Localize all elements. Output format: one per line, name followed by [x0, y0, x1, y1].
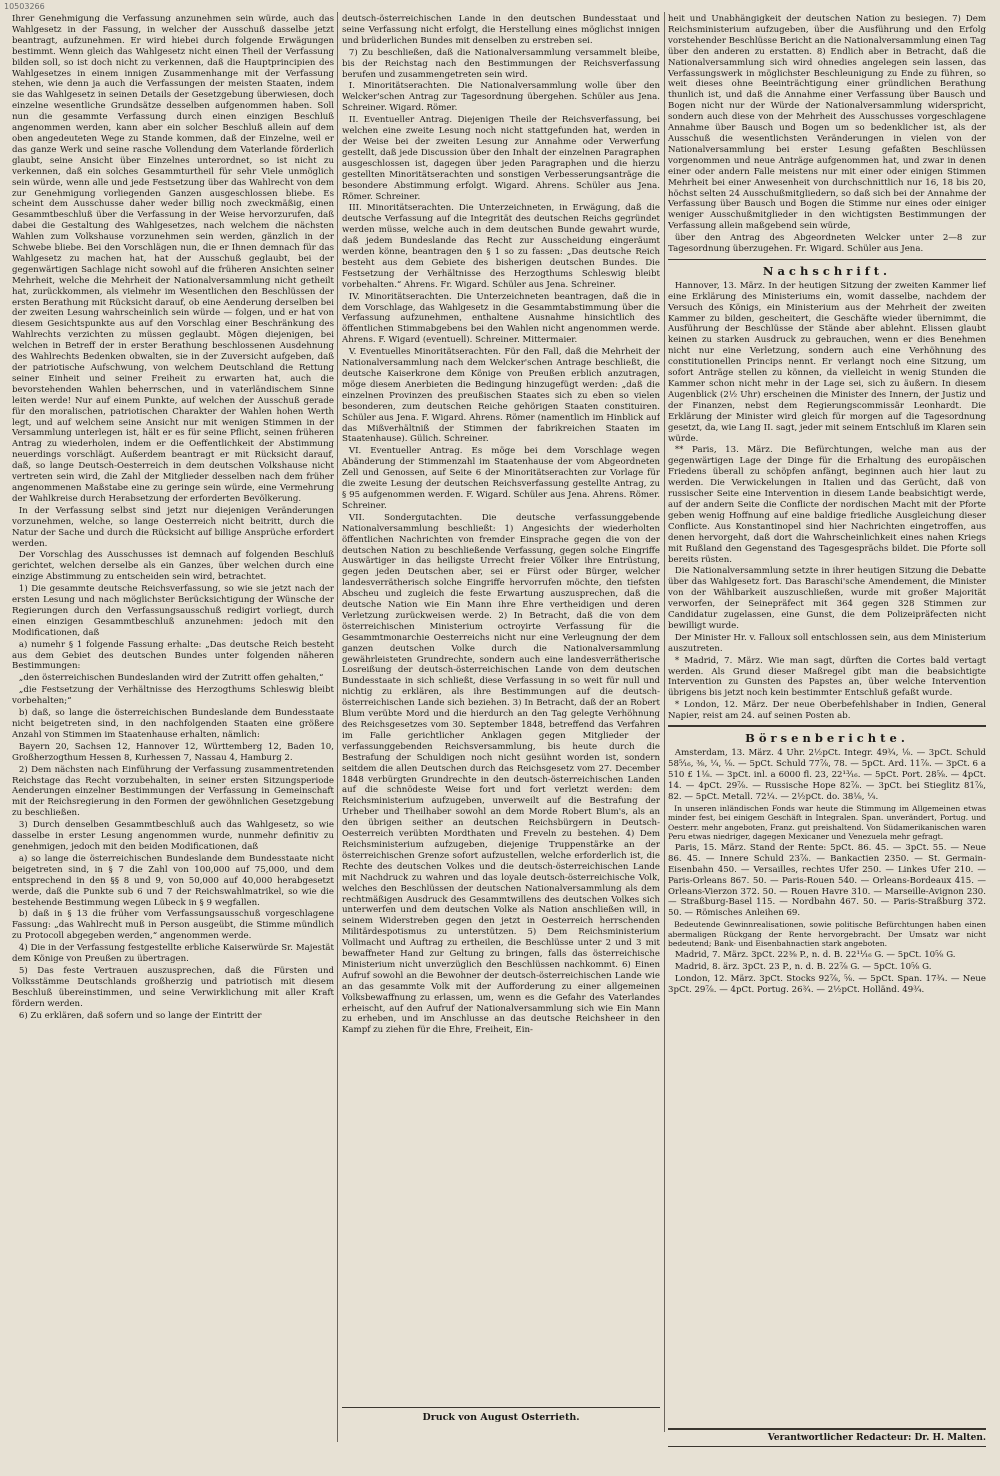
boerse-body: [668, 748, 986, 996]
paragraph: 6) Zu erklären, daß sofern und so lange der Eintritt der: [18, 1010, 262, 1021]
printer-imprint: Druck von August Osterrieth.: [342, 1407, 660, 1423]
serial-number: 10503266: [4, 2, 45, 11]
paragraph: „die Festsetzung der Verhältnisse des Herzogthums Schleswig bleibt vorbehalten;“: [12, 685, 334, 707]
paragraph: heit und Unabhängigkeit der deutschen Nation zu besiegen. 7) Dem Reichsministerium aufzugeben, über die Ausführung und den Erfolg vorstehender Beschlüsse Bericht an die Nationalversammlung einen Tag über den anderen zu erstatten. 8) Endlich aber in Betracht, daß die Nationalversammlung sich wird ohnedies angelegen sein lassen, das Verfassungswerk in möglichster Beschleunigung zu Ende zu führen, so weit dieses ohne Beeinträchtigung einer gründlichen Berathung thunlich ist, und daß die Annahme einer Verfassung über Bausch und Bogen nicht nur der Würde der Nationalversammlung widerspricht, sondern auch diese von der Mehrheit des Ausschusses vorgeschlagene Annahme über Bausch und Bogen um so bedenklicher ist, als der Ausschuß die wesentlichsten Veränderungen in vielen von der Nationalversammlung bei erster Lesung gefaßten Beschlüssen vorgenommen und neue Anträge aufgenommen hat, und zwar in denen einer oder andern Falle meistens nur mit einer oder einigen Stimmen Mehrheit bei einer Anwesenheit von durchschnittlich nur 16, 18 bis 20, höchst selten 24 Ausschußmitgliedern, so daß sich bei der Annahme der Verfassung über Bausch und Bogen die Stimme nur eines oder einiger weniger Ausschußmitglieder in den wichtigsten Bestimmungen der Verfassung allein maßgebend sein würde,: [668, 14, 986, 232]
paragraph: London, 12. März. 3pCt. Stocks 92⅞, ⅝. — 5pCt. Span. 17¾. — Neue 3pCt. 29⅞. — 4pCt. Portug. 26¾. — 2½pCt. Holländ. 49¾.: [668, 973, 986, 995]
paragraph: Bedeutende Gewinnrealisationen, sowie politische Befürchtungen haben einen abermaligen Rückgang der Rente hervorgebracht. Der Umsatz war nicht bedeutend; Bank- und Eisenbahnactien stark angeboten.: [668, 920, 986, 949]
column-right-continuation: [668, 14, 986, 255]
paragraph: über den Antrag des Abgeordneten Welcker unter 2—8 zur Tagesordnung überzugehen. Fr. Wigard. Schüler aus Jena.: [668, 233, 986, 255]
paragraph: I. Minoritätserachten. Die Nationalversammlung wolle über den Welcker'schen Antrag zur Tagesordnung übergehen. Schüler aus Jena. Schreiner. Wigard. Römer.: [342, 81, 660, 114]
paragraph: * Madrid, 7. März. Wie man sagt, dürften die Cortes bald vertagt werden. Als Grund dieser Maßregel gibt man die beabsichtigte Intervention zu Gunsten des Papstes an, über welche Intervention übrigens bis jetzt noch kein bestimmter Entschluß gefaßt wurde.: [668, 655, 986, 699]
paragraph: a) numehr § 1 folgende Fassung erhalte: „Das deutsche Reich besteht aus dem Gebiet des deutschen Bundes unter folgenden näheren Bestimmungen:: [12, 639, 334, 672]
boerse-heading: Börsenberichte.: [745, 731, 909, 746]
paragraph: 1) Die gesammte deutsche Reichsverfassung, so wie sie jetzt nach der ersten Lesung und nach möglichster Berücksichtigung der Wünsche der Regierungen durch den Verfassungsausschuß redigirt vorliegt, durch einen einzigen Gesammtbeschluß anzunehmen: jedoch mit den Modificationen, daß: [12, 584, 334, 638]
paragraph: II. Eventueller Antrag. Diejenigen Theile der Reichsverfassung, bei welchen eine zweite Lesung noch nicht stattgefunden hat, werden in der Weise bei der zweiten Lesung zur Annahme oder Verwerfung gestellt, daß jede Discussion über den Inhalt der einzelnen Paragraphen ausgeschlossen ist, dagegen über jeden Paragraphen und die hierzu gestellten Minoritätserachten und sonstigen Verbesserungsanträge die besondere Abstimmung erfolgt. Wigard. Ahrens. Schüler aus Jena. Römer. Schreiner.: [342, 115, 660, 202]
column-middle: [342, 14, 660, 1400]
paragraph: Der Vorschlag des Ausschusses ist demnach auf folgenden Beschluß gerichtet, welchen derselbe als ein Ganzes, über welchen durch eine einzige Abstimmung zu entscheiden sein wird, betrachtet.: [12, 550, 334, 583]
nachschrift-heading: Nachschrift.: [762, 263, 892, 278]
paragraph: 7) Zu beschließen, daß die Nationalversammlung versammelt bleibe, bis der Reichstag nach den Bestimmungen der Reichsverfassung berufen und zusammengetreten sein wird.: [342, 47, 660, 80]
column-rule: [337, 12, 338, 1442]
paragraph: Madrid, 7. März. 3pCt. 22⅜ P., n. d. B. 22¹¹⁄₁₆ G. — 5pCt. 10⅝ G.: [674, 950, 956, 961]
paragraph: III. Minoritätserachten. Die Unterzeichneten, in Erwägung, daß die deutsche Verfassung auf die Integrität des deutschen Reichs gegründet werden müsse, welche auch in dem deutschen Bunde gewahrt wurde, daß jedem Bundeslande das Recht zur Ausscheidung eingeräumt werden könne, beantragen den § 1 so zu fassen: „Das deutsche Reich besteht aus dem Gebiete des bisherigen deutschen Bundes. Die Festsetzung der Verhältnisse des Herzogthums Schleswig bleibt vorbehalten.“ Ahrens. Fr. Wigard. Schüler aus Jena. Schreiner.: [342, 203, 660, 290]
paragraph: In der Verfassung selbst sind jetzt nur diejenigen Veränderungen vorzunehmen, welche, so lange Oesterreich nicht beitritt, durch die Natur der Sache und durch die Rücksicht auf billige Ansprüche erfordert werden.: [12, 505, 334, 549]
paragraph: Ihrer Genehmigung die Verfassung anzunehmen sein würde, auch das Wahlgesetz in der Fassung, in welcher der Ausschuß dasselbe jetzt beantragt, aufzunehmen. Er wird hiebei durch folgende Erwägungen bestimmt. Wenn gleich das Wahlgesetz nicht einen Theil der Verfassung bilden soll, so ist doch nicht zu verkennen, daß die Hauptprincipien des Wahlgesetzes in einem innigen Zusammenhange mit der Verfassung stehen, wie denn ja auch die Verfassungen der meisten Staaten, indem sie das Wahlgesetz in seinen Details der Gesetzgebung überwiesen, doch einzelne wesentliche Grundsätze desselben aufgenommen haben. Soll nun die gesammte Verfassung durch einen einzigen Beschluß angenommen werden, kann aber ein solcher Beschluß allein auf dem oben angedeuteten Wege zu Stande kommen, daß der Einzelne, weil er das ganze Werk und seine rasche Vollendung dem Vaterlande förderlich glaubt, seine Ansicht über Einzelnes unterordnet, so ist nicht zu verkennen, daß ein solches Gesammturtheil für sehr Viele unmöglich sein würde, wenn alle und jede Festsetzung über das Wahlrecht von dem zur Genehmigung vorliegenden Ganzen ausgeschlossen bliebe. Es scheint dem Ausschusse daher weder billig noch zweckmäßig, einen Gesammtbeschluß über die Verfassung in der Weise hervorzurufen, daß dabei die Gestaltung des Wahlgesetzes, nach welchem die nächsten Wahlen zum Volkshause vorzunehmen sein werden, gänzlich in der Schwebe bliebe. Bei den Vorschlägen nun, die er Ihnen demnach für das Wahlgesetz zu machen hat, hat der Ausschuß geglaubt, bei der gegenwärtigen Sachlage nicht sowohl auf die früheren Ansichten seiner Mehrheit, welche die Mehrheit der Nationalversammlung nicht getheilt hat, zurückkommen, als vielmehr im Wesentlichen den Beschlüssen der ersten Berathung mit Rücksicht darauf, ob eine Aenderung derselben bei der zweiten Lesung wahrscheinlich sein würde — folgen, und er hat von diesem Gesichtspunkte aus auf den Vorschlag einer Beschränkung des Wahlrechts verzichten zu müssen geglaubt. Mögen diejenigen, bei welchen in Betreff der in erster Berathung beschlossenen Ausdehnung des Wahlrechts Bedenken obwalten, sie in der Zuversicht aufgeben, daß der patriotische Aufschwung, von welchem Deutschland die Rettung seiner Einheit und seiner Freiheit zu erwarten hat, auch die bevorstehenden Wahlen beherrschen, und in vaterländischem Sinne leiten werde! Nur auf einem Punkte, auf welchen der Ausschuß gerade für den moralischen, patriotischen Charakter der Wahlen hohen Werth legt, und auf welchem seine Ansicht nur mit wenigen Stimmen in der Versammlung unterlegen ist, hält er es für seine Pflicht, seinen früheren Antrag zu wiederholen, indem er die Oeffentlichkeit der Abstimmung neuerdings vorschlägt. Außerdem beantragt er mit Rücksicht darauf, daß, so lange Deutsch-Oesterreich in dem deutschen Volkshause nicht vertreten sein wird, die Zahl der Mitglieder desselben nach dem früher angenommenen Maßstabe eine zu geringe sein würde, eine Vermehrung der Wahlkreise durch Herabsetzung der erforderten Bevölkerung.: [12, 14, 334, 504]
paragraph: In unseren inländischen Fonds war heute die Stimmung im Allgemeinen etwas minder fest, bei einigem Geschäft in Integralen. Span. unverändert, Portug. und Oesterr. mehr angeboten, Franz. gut preishaltend. Von Südamerikanischen waren Peru etwas niedriger, dagegen Mexicaner und Venezuela mehr gefragt.: [668, 803, 986, 842]
paragraph: Madrid, 8. ärz. 3pCt. 23 P., n. d. B. 22⅞ G. — 5pCt. 10⅝ G.: [674, 961, 932, 972]
paragraph: ** Paris, 13. März. Die Befürchtungen, welche man aus der gegenwärtigen Lage der Dinge für die Erhaltung des europäischen Friedens überall zu schöpfen anfängt, beginnen auch hier laut zu werden. Die Verwickelungen in Italien und das Gerücht, daß von russischer Seite eine Intervention in diesem Lande beabsichtigt werde, auf der andern Seite die Conflicte der nordischen Macht mit der Pforte geben wenig Hoffnung auf eine baldige friedliche Ausgleichung dieser Conflicte. Aus Konstantinopel sind hier Nachrichten eingetroffen, aus denen hervorgeht, daß dort die Wahrscheinlichkeit eines nahen Kriegs mit Rußland den Gegenstand des Tagesgesprächs bildet. Die Pforte soll bereits rüsten.: [668, 445, 986, 565]
column-right: [668, 14, 986, 1434]
paragraph: 2) Dem nächsten nach Einführung der Verfassung zusammentretenden Reichstage das Recht vorzubehalten, in seiner ersten Sitzungsperiode Aenderungen einzelner Bestimmungen der Verfassung in Gemeinschaft mit der Reichsregierung in den Formen der gewöhnlichen Gesetzgebung zu beschließen.: [12, 764, 334, 819]
paragraph: „den österreichischen Bundeslanden wird der Zutritt offen gehalten,“: [18, 673, 324, 684]
paragraph: 3) Durch denselben Gesammtbeschluß auch das Wahlgesetz, so wie dasselbe in erster Lesung angenommen wurde, nunmehr definitiv zu genehmigen, jedoch mit den beiden Modificationen, daß: [12, 820, 334, 852]
paragraph: VI. Eventueller Antrag. Es möge bei dem Vorschlage wegen Abänderung der Stimmenzahl im Staatenhause der vom Abgeordneten Zell und Genossen, auf Seite 6 der Minoritätserachten zur Vorlage für die zweite Lesung der deutschen Reichsverfassung gestellte Antrag, zu § 95 aufgenommen werden. F. Wigard. Schüler aus Jena. Ahrens. Römer. Schreiner.: [342, 446, 660, 511]
paragraph: 4) Die in der Verfassung festgestellte erbliche Kaiserwürde Sr. Majestät dem Könige von Preußen zu übertragen.: [12, 943, 334, 965]
paragraph: VII. Sondergutachten. Die deutsche verfassunggebende Nationalversammlung beschließt: 1) Angesichts der wiederholten öffentlichen Nachrichten von fremder Einsprache gegen die von der deutschen Nation zu beschließende Verfassung, gegen solche Eingriffe Auswärtiger in das heiligste Urrecht freier Völker ihre Entrüstung, gegen jeden Deutschen aber, sei er Fürst oder Bürger, welcher landesverrätherisch solche Eingriffe hervorrufen möchte, den tiefsten Abscheu und zugleich die feste Erwartung auszusprechen, daß die deutsche Nation wie Ein Mann ihre Ehre vertheidigen und deren Verletzung zurückweisen werde. 2) In Betracht, daß die von dem österreichischen Ministerium octroyirte Verfassung für die Gesammtmonarchie Oesterreichs nicht nur eine Verleugnung der dem ganzen deutschen Volke durch die Nationalversammlung gewährleisteten Grundrechte, sondern auch eine landesverrätherische Losreißung der deutsch-österreichischen Lande von dem deutschen Bundesstaate in sich schließt, diese Verfassung in so weit für null und nichtig zu erklären, als ihre Bestimmungen auf die deutsch-österreichischen Lande sich beziehen. 3) In Betracht, daß der an Robert Blum verübte Mord und die hierdurch an den Tag gelegte Verhöhnung des Reichsgesetzes vom 30. September 1848, betreffend das Verfahren im Falle gerichtlicher Anklagen gegen Mitglieder der verfassunggebenden Reichsversammlung, bis heute durch die Bestrafung der Schuldigen noch nicht gesühnt worden ist, sondern seitdem die allen Deutschen durch das Reichsgesetz vom 27. December 1848 verbürgten Grundrechte in den deutsch-österreichischen Landen auf die schnödeste Weise fort und fort verletzt werden: dem Reichsministerium aufzugeben, unverweilt auf die Bestrafung der Urheber und Theilhaber sowohl an dem Morde Robert Blum's, als an den übrigen seither an deutschen Reichsbürgern in Deutsch-Oesterreich verübten Mordthaten und Freveln zu bestehen. 4) Dem Reichsministerium aufzugeben, diejenige Truppenstärke an der österreichischen Grenze sofort aufzustellen, welche erforderlich ist, die Rechte des deutschen Volkes und die deutsch-österreichischen Lande mit Nachdruck zu wahren und das loyale deutsch-österreichische Volk, welches den Beschlüssen der deutschen Nationalversammlung als dem rechtmäßigen Ausdruck des Gesammtwillens des deutschen Volkes sich unterwerfen und dem deutschen Volke als Nation anschließen will, in seinem Widerstreben gegen den jetzt in Oesterreich herrschenden Militärdespotismus zu unterstützen. 5) Dem Reichsministerium Vollmacht und Auftrag zu ertheilen, die Beschlüsse unter 2 und 3 mit bewaffneter Hand zur Geltung zu bringen, falls das österreichische Ministerium nicht unverzüglich den Beschlüssen nachkommt. 6) Einen Aufruf sowohl an die Bewohner der deutsch-österreichischen Lande wie an das gesammte Volk mit der Aufforderung zu einer allgemeinen Volksbewaffnung zu erlassen, um, wenn es die Gefahr des Vaterlandes erheischt, auf den Aufruf der Nationalversammlung sich wie Ein Mann zu erheben, und im Anschlusse an das deutsche Reichsheer in den Kampf zu ziehen für die Ehre, Freiheit, Ein-: [342, 512, 660, 1036]
nachschrift-body: [668, 281, 986, 722]
paragraph: IV. Minoritätserachten. Die Unterzeichneten beantragen, daß die in dem Vorschlage, das Wahlgesetz in die Gesammtabstimmung über die Verfassung aufzunehmen, enthaltene Ausnahme hinsichtlich des öffentlichen Stimmabgebens bei den Wahlen nicht angenommen werde. Ahrens. F. Wigard (eventuell). Schreiner. Mittermaier.: [342, 291, 660, 346]
paragraph: Paris, 15. März. Stand der Rente: 5pCt. 86. 45. — 3pCt. 55. — Neue 86. 45. — Innere Schuld 23⅞. — Bankactien 2350. — St. Germain-Eisenbahn 450. — Versailles, rechtes Ufer 250. — Linkes Ufer 210. — Paris-Orleans 867. 50. — Paris-Rouen 540. — Orleans-Bordeaux 415. — Orleans-Vierzon 372. 50. — Rouen Havre 310. — Marseille-Avignon 230. — Straßburg-Basel 115. — Nordbahn 467. 50. — Paris-Straßburg 372. 50. — Römisches Anleihen 69.: [668, 842, 986, 919]
paragraph: Amsterdam, 13. März. 4 Uhr. 2½pCt. Integr. 49¾, ⅛. — 3pCt. Schuld 58⁵⁄₁₆, ⅜, ¼, ⅛. — 5pCt. Schuld 77⅞, 78. — 5pCt. Ard. 11⅞. — 3pCt. 6 a 510 £ 1⅛. — 3pCt. inl. a 6000 fl. 23, 22¹³⁄₁₆. — 5pCt. Port. 28⅝. — 4pCt. 14. — 4pCt. 29⅞. — Russische Hope 82⅞. — 3pCt. bei Stieglitz 81⅞, 82. — 5pCt. Metall. 72¼. — 2½pCt. do. 38⅛, ¼.: [668, 748, 986, 802]
paragraph: Bayern 20, Sachsen 12, Hannover 12, Württemberg 12, Baden 10, Großherzogthum Hessen 8, Kurhessen 7, Nassau 4, Hamburg 2.: [12, 741, 334, 763]
paragraph: 5) Das feste Vertrauen auszusprechen, daß die Fürsten und Volksstämme Deutschlands großherzig und patriotisch mit diesem Beschluß übereinstimmen, und seine Verwirklichung mit aller Kraft fördern werden.: [12, 965, 334, 1009]
column-rule: [664, 12, 665, 1432]
divider: [668, 725, 986, 727]
paragraph: Der Minister Hr. v. Falloux soll entschlossen sein, aus dem Ministerium auszutreten.: [668, 632, 986, 654]
paragraph: b) daß, so lange die österreichischen Bundeslande dem Bundesstaate nicht beigetreten sind, in den nachfolgenden Staaten eine größere Anzahl von Stimmen im Staatenhause erhalten, nämlich:: [12, 708, 334, 740]
paragraph: Hannover, 13. März. In der heutigen Sitzung der zweiten Kammer lief eine Erklärung des Ministeriums ein, womit dasselbe, nachdem der Versuch des Königs, ein Ministerium aus der Mehrheit der zweiten Kammer zu bilden, gescheitert, die Geschäfte wieder übernimmt, die Ausführung der Beschlüsse der Stände aber ablehnt. Elissen glaubt keinen zu starken Ausdruck zu gebrauchen, wenn er dies Benehmen nicht nur eine Verletzung, sondern auch eine Verhöhnung des constitutionellen Princips nennt. Er verlangt noch eine Sitzung, um sofort Anträge stellen zu können, da vielleicht in wenig Stunden die Kammer schon nicht mehr in der Lage sei, sich zu äußern. In diesem Augenblick (2½ Uhr) erscheinen die Minister des Innern, der Justiz und der Finanzen, nebst dem Regierungscommissär Leonhardt. Die Erklärung der Minister wird gleich für morgen auf die Tagesordnung gesetzt, da, wie Lang II. sagt, jeder mit seinem Entschluß im Klaren sein würde.: [668, 280, 986, 444]
paragraph: a) so lange die österreichischen Bundeslande dem Bundesstaate nicht beigetreten sind, in § 7 die Zahl von 100,000 auf 75,000, und dem entsprechend in den §§ 8 und 9, von 50,000 auf 40,000 herabgesetzt werde, daß die Punkte sub 6 und 7 der Reichswahlmatrikel, so wie die bestehende Bestimmung wegen Lübeck in § 9 wegfallen.: [12, 853, 334, 908]
paragraph: Die Nationalversammlung setzte in ihrer heutigen Sitzung die Debatte über das Wahlgesetz fort. Das Baraschi'sche Amendement, die Minister von der Wählbarkeit auszuschließen, wurde mit großer Majorität verworfen, der Seinepräfect mit 364 gegen 328 Stimmen zur Candidatur zugelassen, eine Gunst, die dem Polizeipräfecten nicht bewilligt wurde.: [668, 566, 986, 631]
paragraph: V. Eventuelles Minoritätserachten. Für den Fall, daß die Mehrheit der Nationalversammlung nach dem Welcker'schen Antrage beschließt, die deutsche Kaiserkrone dem Könige von Preußen erblich anzutragen, möge diesem Anerbieten die Bedingung hinzugefügt werden: „daß die einzelnen Provinzen des preußischen Staates sich zu eben so vielen besonderen, zum deutschen Reiche gehörigen Staaten constituiren. Schüler aus Jena. F. Wigard. Ahrens. Römer (namentlich im Hinblick auf das Mißverhältniß der Stimmen der fabrikreichen Staaten im Staatenhause). Gülich. Schreiner.: [342, 347, 660, 445]
paragraph: b) daß in § 13 die früher vom Verfassungsausschuß vorgeschlagene Fassung: „das Wahlrecht muß in Person ausgeübt, die Stimme mündlich zu Protocoll abgegeben werden,“ angenommen werde.: [12, 909, 334, 942]
divider: [668, 259, 986, 260]
paragraph: * London, 12. März. Der neue Oberbefehlshaber in Indien, General Napier, reist am 24. auf seinen Posten ab.: [668, 700, 986, 722]
editor-credit: Verantwortlicher Redacteur: Dr. H. Malten.: [668, 1428, 986, 1447]
column-left: [12, 14, 334, 1434]
paragraph: deutsch-österreichischen Lande in den deutschen Bundesstaat und seine Verfassung nicht erfolgt, die Herstellung eines möglichst innigen und brüderlichen Bundes mit denselben zu erstreben sei.: [342, 14, 660, 46]
